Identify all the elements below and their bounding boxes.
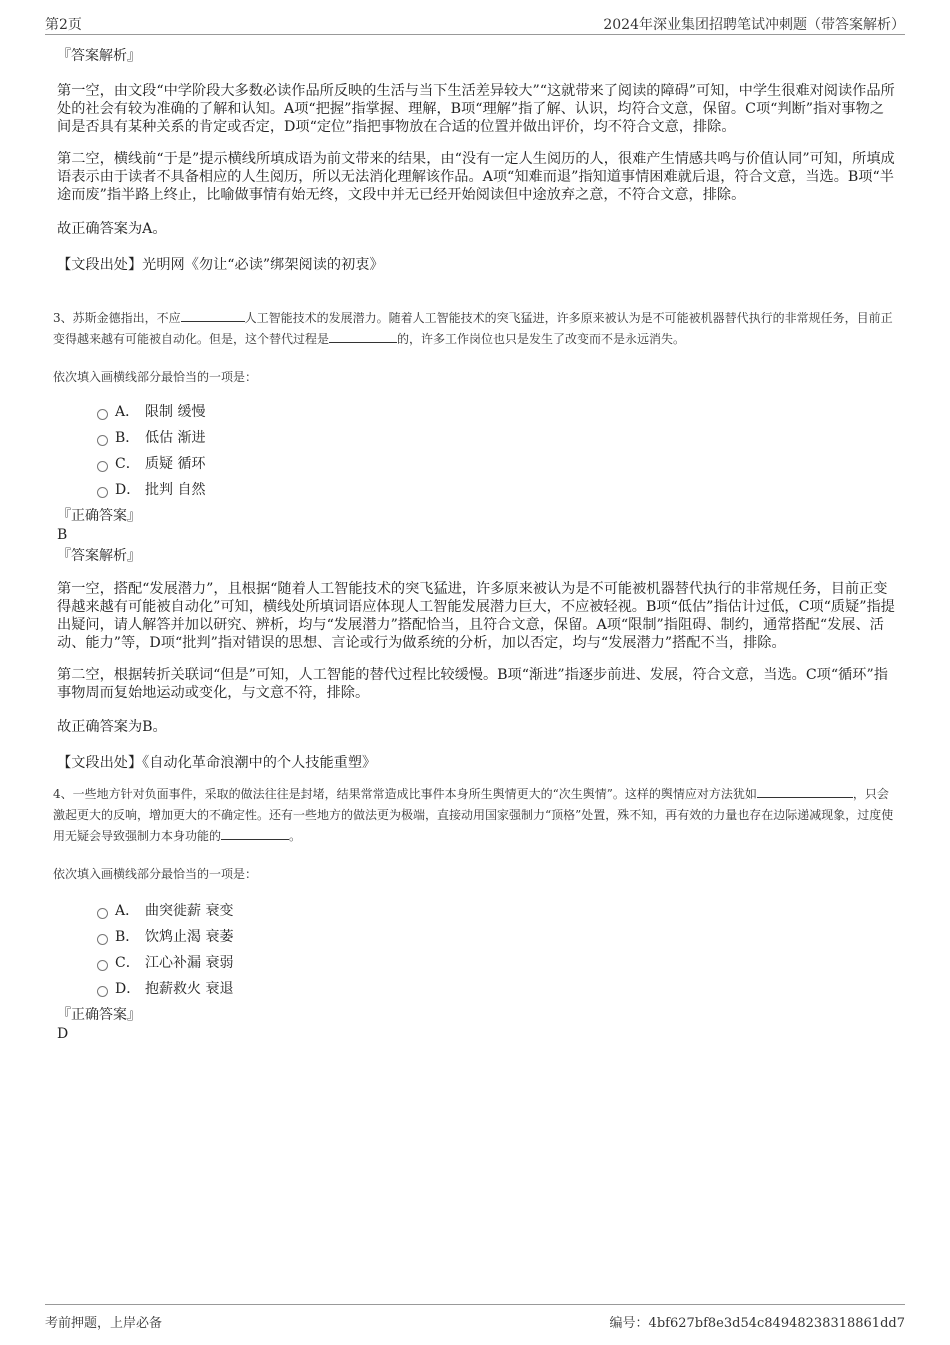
- option-b[interactable]: B． 低估 渐进: [97, 425, 897, 451]
- option-a[interactable]: A． 限制 缓慢: [97, 399, 897, 425]
- page-number: 第2页: [45, 17, 82, 33]
- option-d[interactable]: D． 批判 自然: [97, 477, 897, 503]
- radio-button[interactable]: [97, 461, 108, 472]
- document-code: 编号：4bf627bf8e3d54c84948238318861dd7: [609, 1316, 905, 1331]
- analysis-paragraph: 第二空，根据转折关联词“但是”可知，人工智能的替代过程比较缓慢。B项“渐进”指逐步前进、发展，符合文意，当选。C项“循环”指事物周而复始地运动或变化，与文意不符，排除。: [57, 667, 888, 701]
- analysis-paragraph: 第一空，由文段“中学阶段大多数必读作品所反映的生活与当下生活差异较大”“这就带来了阅读的障碍”可知，中学生很难对阅读作品所处的社会有较为准确的了解和认知。A项“把握”指掌握、理解，B项“理解”指了解、认识，均符合文意，保留。C项“判断”指对事物之间是否具有某种关系的肯定或否定，D项“定位”指把事物放在合适的位置并做出评价，均不符合文意，排除。: [57, 83, 895, 135]
- option-b[interactable]: B． 饮鸩止渴 衰萎: [97, 924, 897, 950]
- analysis-paragraph: 第一空，搭配“发展潜力”，且根据“随着人工智能技术的突飞猛进，许多原来被认为是不可能被机器替代执行的非常规任务，目前正变得越来越有可能被自动化”可知，横线处所填词语应体现人工智能发展潜力巨大，不应被轻视。B项“低估”指估计过低，C项“质疑”指提出疑问，请人解答并加以研究、辨析，均与“发展潜力”搭配恰当，且符合文意，保留。A项“限制”指阻碍、制约，通常搭配“发展、活动、能力”等，D项“批判”指对错误的思想、言论或行为做系统的分析，加以否定，均与“发展潜力”搭配不当，排除。: [57, 581, 895, 651]
- page-footer: [45, 1304, 905, 1329]
- page-content: [53, 42, 897, 1043]
- answer-conclusion: 故正确答案为A。: [57, 221, 167, 237]
- footer-slogan: 考前押题，上岸必备: [45, 1316, 163, 1331]
- correct-answer-label: 『正确答案』: [57, 508, 141, 524]
- correct-answer: B: [57, 527, 68, 543]
- page-header: [45, 12, 905, 35]
- options-list: [97, 399, 897, 503]
- correct-answer: D: [57, 1026, 69, 1042]
- answer-conclusion: 故正确答案为B。: [57, 719, 167, 735]
- document-title: 2024年深业集团招聘笔试冲刺题（带答案解析）: [603, 17, 905, 33]
- question-2-analysis: [57, 47, 897, 274]
- passage-source: 【文段出处】《自动化革命浪潮中的个人技能重塑》: [57, 755, 377, 771]
- option-a[interactable]: A． 曲突徙薪 衰变: [97, 898, 897, 924]
- question-instruction: 依次填入画横线部分最恰当的一项是：: [53, 370, 258, 384]
- question-stem: 4、一些地方针对负面事件，采取的做法往往是封堵，结果常常造成比事件本身所生舆情更大的“次生舆情”。这样的舆情应对方法犹如 ，只会激起更大的反响，增加更大的不确定性。还有一些地方的做法更为极端，直接动用国家强制力“顶格”处置，殊不知，再有效的力量也存在边际递减现象，过度使用无疑会导致强制力本身功能的 。: [53, 784, 897, 847]
- answer-blank: [757, 784, 853, 798]
- passage-source: 【文段出处】光明网《勿让“必读”绑架阅读的初衷》: [57, 257, 384, 273]
- correct-answer-label: 『正确答案』: [57, 1007, 141, 1023]
- radio-button[interactable]: [97, 487, 108, 498]
- options-list: [97, 898, 897, 1002]
- analysis-label: 『答案解析』: [57, 548, 141, 564]
- radio-button[interactable]: [97, 908, 108, 919]
- radio-button[interactable]: [97, 934, 108, 945]
- analysis-label: 『答案解析』: [57, 48, 141, 64]
- option-c[interactable]: C． 江心补漏 衰弱: [97, 950, 897, 976]
- answer-blank: [181, 308, 245, 322]
- question-instruction: 依次填入画横线部分最恰当的一项是：: [53, 867, 258, 881]
- answer-blank: [221, 826, 289, 840]
- radio-button[interactable]: [97, 986, 108, 997]
- analysis-paragraph: 第二空，横线前“于是”提示横线所填成语为前文带来的结果，由“没有一定人生阅历的人，很难产生情感共鸣与价值认同”可知，所填成语表示由于读者不具备相应的人生阅历，所以无法消化理解该作品。A项“知难而退”指知道事情困难就后退，符合文意，当选。B项“半途而废”指半路上终止，比喻做事情有始无终，文段中并无已经开始阅读但中途放弃之意，不符合文意，排除。: [57, 151, 895, 203]
- option-d[interactable]: D． 抱薪救火 衰退: [97, 976, 897, 1002]
- question-3: [53, 308, 897, 772]
- answer-blank: [329, 329, 397, 343]
- radio-button[interactable]: [97, 435, 108, 446]
- radio-button[interactable]: [97, 409, 108, 420]
- option-c[interactable]: C． 质疑 循环: [97, 451, 897, 477]
- question-4: [53, 784, 897, 1043]
- question-stem: 3、苏斯金德指出，不应 人工智能技术的发展潜力。随着人工智能技术的突飞猛进，许多原来被认为是不可能被机器替代执行的非常规任务，目前正变得越来越有可能被自动化。但是，这个替代过程是 的，许多工作岗位也只是发生了改变而不是永远消失。: [53, 308, 897, 350]
- radio-button[interactable]: [97, 960, 108, 971]
